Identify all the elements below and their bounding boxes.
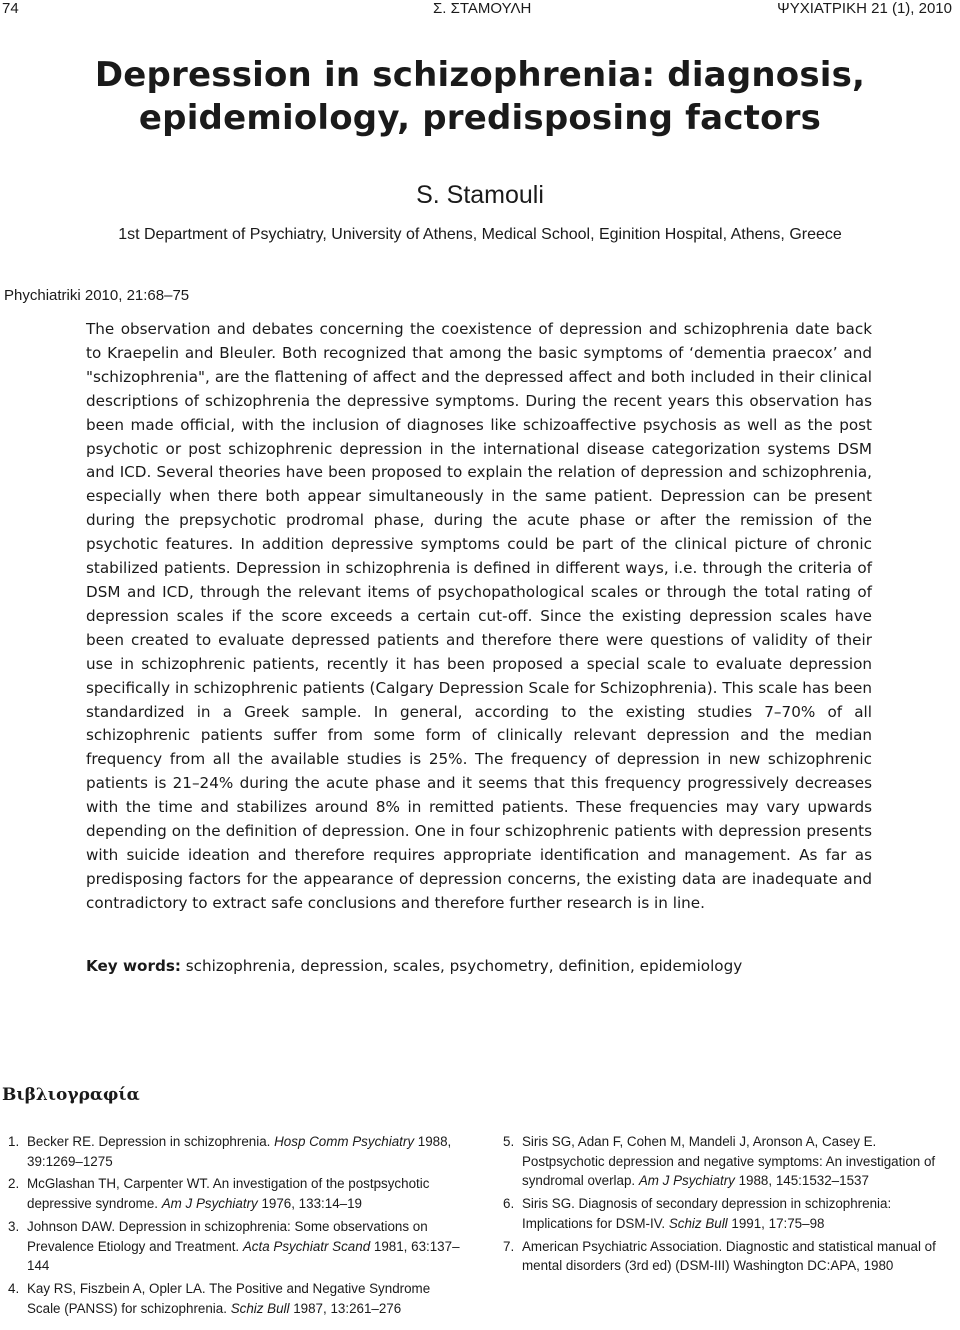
reference-item [8,1217,463,1276]
reference-number: 5. [503,1134,515,1149]
reference-text: Kay RS, Fiszbein A, Opler LA. The Positive and Negative Syndrome Scale (PANSS) for schizophrenia. [27,1280,431,1316]
reference-item [503,1132,958,1191]
reference-journal: Schiz Bull [230,1300,290,1316]
page-number: 74 [2,0,19,17]
reference-details: 1976, 133:14–19 [261,1196,362,1212]
keywords [86,954,876,978]
references-right-column [503,1132,958,1279]
reference-item [8,1279,463,1318]
reference-item [503,1194,958,1233]
abstract: The observation and debates concerning the coexistence of depression and schizophrenia date back to Kraepelin and Bleuler. Both recognized that among the basic symptoms of ‘dementia praecox’ and "schizophrenia", are the flattening of affect and the depressed affect and both included in their clinical descriptions of schizophrenia the depressive symptoms. During the recent years this observation has been made official, with the inclusion of diagnoses like schizoaffective psychosis as well as the post psychotic or post schizophrenic depression in the international disease categorization systems DSM and ICD. Several theories have been proposed to explain the relation of depression and schizophrenia, especially when there both appear simultaneously in the same patient. Depression can be present during the prepsychotic prodromal phase, during the acute phase or after the remission of the psychotic features. In addition depressive symptoms could be part of the clinical picture of chronic stabilized patients. Depression in schizophrenia is defined in different ways, i.e. through the criteria of DSM and ICD, through the relevant items of psychopathological scales or through the total rating of depression scales if the score exceeds a certain cut-off. Since the existing depression scales have been created to evaluate depressed patients and therefore there were questions of validity of their use in schizophrenic patients, recently it has been proposed a special scale to evaluate depression specifically in schizophrenic patients (Calgary Depression Scale for Schizophrenia). This scale has been standardized in a Greek sample. In general, according to the existing studies 7–70% of all schizophrenic patients suffer from some form of clinically relevant depression and the median frequency from all the available studies is 25%. The frequency of depression in new schizophrenic patients is 21–24% during the acute phase and it seems that this frequency progressively decreases with the time and stabilizes around 8% in remitted patients. These frequencies may vary upwards depending on the definition of depression. One in four schizophrenic patients with depression presents with suicide ideation and therefore requires appropriate identification and management. As far as predisposing factors for the appearance of depression concerns, the existing data are inadequate and contradictory to extract safe conclusions and therefore further research is in line. [86,320,872,912]
affiliation: 1st Department of Psychiatry, University of Athens, Medical School, Eginition Hospital, Athens, Greece [118,226,842,243]
reference-number: 1. [8,1134,20,1149]
reference-text: Siris SG. Diagnosis of secondary depression in schizophrenia: Implications for DSM-IV. [522,1196,892,1231]
reference-number: 2. [8,1176,20,1192]
reference-details: 1988, 145:1532–1537 [738,1173,869,1189]
references-heading: Βιβλιογραφία [2,1085,140,1105]
reference-journal: Am J Psychiatry [638,1173,735,1189]
keywords-label: Key words: [86,957,181,975]
references-left-column [8,1132,463,1321]
reference-item [503,1237,958,1276]
reference-journal: Acta Psychiatr Scand [242,1238,371,1254]
reference-item [8,1132,463,1171]
reference-number: 4. [8,1280,20,1296]
reference-text: McGlashan TH, Carpenter WT. An investigation of the postpsychotic depressive syndrome. [27,1176,430,1212]
reference-text: Johnson DAW. Depression in schizophrenia: Some observations on Prevalence Etiology and Treatment. [27,1218,428,1254]
reference-text: Siris SG, Adan F, Cohen M, Mandeli J, Aronson A, Casey E. Postpsychotic depression and negative symptoms: An investigation of syndromal overlap. [522,1134,936,1189]
reference-number: 3. [8,1218,20,1234]
article-title-line-1: Depression in schizophrenia: diagnosis, [94,55,866,95]
author-name: S. Stamouli [416,181,544,209]
citation-line: Phychiatriki 2010, 21:68–75 [4,287,190,304]
reference-journal: Schiz Bull [668,1215,728,1231]
reference-details: 1988, 39:1269–1275 [27,1134,452,1169]
reference-number: 6. [503,1196,515,1212]
reference-details: 1991, 17:75–98 [731,1215,825,1231]
reference-text: American Psychiatric Association. Diagnostic and statistical manual of mental disorders (3rd ed) (DSM-III) Washington DC:APA, 1980 [522,1238,936,1274]
article-title-line-2: epidemiology, predisposing factors [138,98,822,138]
reference-journal: Hosp Comm Psychiatry [274,1134,415,1149]
running-head-journal: ΨΥΧΙΑΤΡΙΚΗ 21 (1), 2010 [777,0,952,17]
reference-number: 7. [503,1238,515,1254]
reference-item [8,1174,463,1213]
reference-details: 1987, 13:261–276 [293,1300,402,1316]
reference-details: 1981, 63:137–144 [27,1238,460,1274]
reference-text: Becker RE. Depression in schizophrenia. [27,1134,271,1149]
reference-journal: Am J Psychiatry [161,1196,258,1212]
running-head-author: Σ. ΣΤΑΜΟΥΛΗ [433,0,532,17]
keywords-text: schizophrenia, depression, scales, psychometry, definition, epidemiology [185,957,743,975]
